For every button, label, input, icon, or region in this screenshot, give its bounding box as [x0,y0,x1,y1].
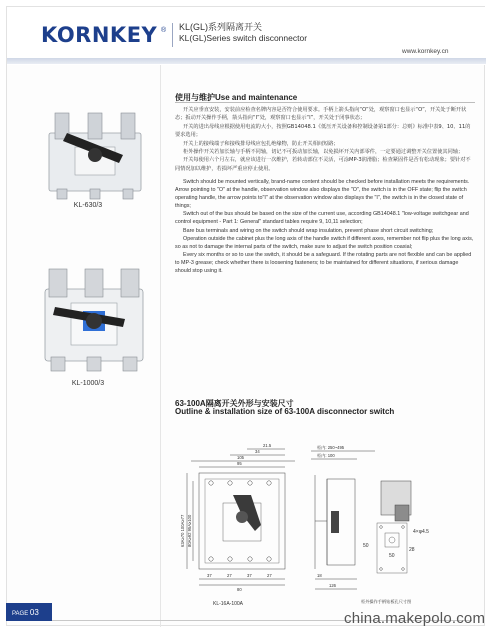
dim-label: 37 [247,573,252,578]
dim-label: 50 [389,553,395,559]
dim-label: 18 [317,573,322,578]
website-link[interactable]: www.kornkey.cn [402,48,449,55]
model-label: KL-16A-100A [213,601,244,607]
header-band [7,58,486,64]
dim-label: 105 [237,455,244,460]
en-paragraph: Operation outside the cabinet plus the long axis of the handle switch if different axes, remember not flip plus the long axis, so as not to damage the internal parts of the switch, make sure to adjust the switch position coaxial; [175,235,474,250]
product-column [23,65,161,627]
dim-label: 50 [363,543,369,549]
switch-kl630-image [35,103,153,203]
drawing-note: 柜外操作手柄钻板孔尺寸图 [361,599,412,604]
cn-paragraph: 开关上的接线端子和接线排母线应包扎绝缘物，防止开关相间短路； [183,140,339,147]
cn-paragraph: 柜外操作开关若加长轴与手柄不同轴，切记不可扳动加长轴，以免损坏开关内部零件，一定要通过调整开关位置使其同轴； [183,149,464,156]
side-dim-labels [317,444,345,588]
dim-label: 37 [207,573,212,578]
english-instructions [175,178,475,275]
dim-label: 80 [237,587,242,592]
heading-rule [175,102,475,103]
dim-label: 21.5 [263,443,272,448]
en-paragraph: Switch should be mounted vertically, brand-name content should be checked before installation meets the requirements. Arrow pointing to "O" at the handle, observation window also displays the "O", the switch is in the OFF state; flip the switch operating handle, the arrow points to"I" at the observation window also displays the "I", the switch is in the closed state of things; [175,179,470,210]
watermark: china.makepolo.com [344,610,486,627]
page-header [7,7,486,65]
dimension-drawing [175,421,479,631]
page-number: 03 [29,608,39,617]
dim-label: 27 [227,573,232,578]
en-paragraph: Bare bus terminals and wiring on the switch should wrap insulation, prevent phase short circuit switching; [183,227,434,234]
en-paragraph: Switch out of the bus should be based on the size of the current use, according GB14048.1 "low-voltage switchgear and control equipment - Part 1: General" standard tables require 9, 10,11 selection; [175,211,469,226]
page-number-tab [6,603,52,621]
product-label-kl630: KL-630/3 [73,202,103,209]
use-maintenance-heading: 使用与维护Use and maintenance [175,93,298,102]
chinese-instructions [175,106,475,173]
en-paragraph: Every six months or so to use the switch, it should be a safeguard. If the rotating parts are not flexible and can be applied to MP-3 grease; check whether there is loosening fasteners; to be maintained for different situations, if serious damage should stop using it. [175,251,472,275]
dim-label: 27 [267,573,272,578]
side-handle [331,511,339,533]
handle-shape [233,495,261,531]
handle-hub [236,511,248,523]
product-label-kl1000: KL-1000/3 [71,380,105,387]
series-title-cn: KL(GL)系列隔离开关 [179,22,263,32]
cn-paragraph: 开关的进出母线应根据使用电流的大小，按照GB14048.1《低压开关设备和控制设备第1部分：总则》标准中表9、10、11的要求选用； [175,123,471,139]
cn-paragraph: 开关每使用六个月左右，就应该进行一次维护，若转动部位不灵活，可涂MP-3润滑脂；检查紧固件是否有松动现象；要针对不同情况加以维护，若损坏严重应停止使用。 [175,157,471,172]
series-title [179,22,307,44]
dim-label: 28 [409,547,415,553]
side-view [311,451,375,589]
registered-mark: ® [161,27,167,34]
switch-kl1000-image [35,263,153,375]
dim-label: 34 [255,449,260,454]
cn-paragraph: 开关应垂直安装，安装前应检查名牌内容是否符合使用要求。手柄上箭头指向“O”处，观察窗口也显示“O”，开关处于断开状态；扳动开关操作手柄，箭头指向“I”处，观察窗口也显示“I”，开关处于闭事状态； [175,107,467,122]
dim-label: 126 [329,583,336,588]
dim-label: 80A≥92 95A≥100 [187,514,192,547]
page-word: PAGE [12,611,29,617]
external-handle-view [377,481,411,573]
dim-label: 95 [237,461,242,466]
header-divider [172,23,173,47]
brand-logo: KORNKEY [41,23,158,47]
dim-label: 4×φ4.5 [413,529,429,535]
dim-label: 柜内: 250~495 [317,445,345,450]
dim-label: 柜内: 100 [317,453,335,458]
dim-label: 63A≥70 100A≥77 [180,514,185,547]
catalog-page [6,6,485,626]
series-title-en: KL(GL)Series switch disconnector [179,33,308,43]
dimension-heading-en: Outline & installation size of 63-100A disconnector switch [175,407,395,416]
dimension-heading-cn: 63-100A隔离开关外形与安装尺寸 [175,399,294,408]
